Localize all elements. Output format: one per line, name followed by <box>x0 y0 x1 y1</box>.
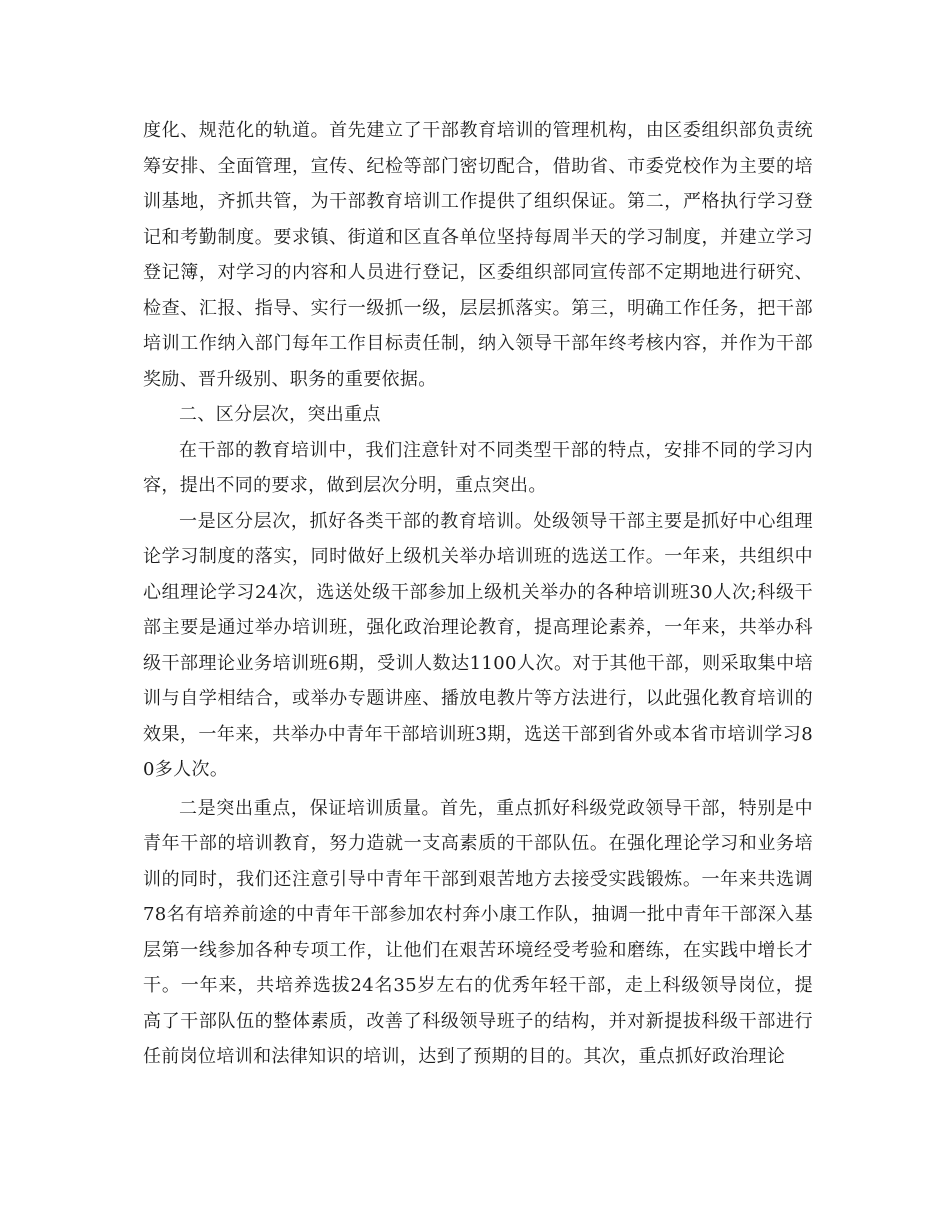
body-paragraph-intro: 在干部的教育培训中，我们注意针对不同类型干部的特点，安排不同的学习内容，提出不同的要求，做到层次分明，重点突出。 <box>143 439 813 496</box>
body-paragraph-levels: 一是区分层次，抓好各类干部的教育培训。处级领导干部主要是抓好中心组理论学习制度的落实，同时做好上级机关举办培训班的选送工作。一年来，共组织中心组理论学习24次，选送处级干部参加上级机关举办的各种培训班30人次;科级干部主要是通过举办培训班，强化政治理论教育，提高理论素养，一年来，共举办科级干部理论业务培训班6期，受训人数达1100人次。对于其他干部，则采取集中培训与自学相结合，或举办专题讲座、播放电教片等方法进行，以此强化教育培训的效果，一年来，共举办中青年干部培训班3期，选送干部到省外或本省市培训学习80多人次。 <box>143 510 813 780</box>
section-heading: 二、区分层次，突出重点 <box>179 404 381 425</box>
continuation-paragraph: 度化、规范化的轨道。首先建立了干部教育培训的管理机构，由区委组织部负责统筹安排、全面管理，宣传、纪检等部门密切配合，借助省、市委党校作为主要的培训基地，齐抓共管，为干部教育培训工作提供了组织保证。第二，严格执行学习登记和考勤制度。要求镇、街道和区直各单位坚持每周半天的学习制度，并建立学习登记簿，对学习的内容和人员进行登记，区委组织部同宣传部不定期地进行研究、检查、汇报、指导、实行一级抓一级，层层抓落实。第三，明确工作任务，把干部培训工作纳入部门每年工作目标责任制，纳入领导干部年终考核内容，并作为干部奖励、晋升级别、职务的重要依据。 <box>143 120 813 390</box>
body-paragraph-focus: 二是突出重点，保证培训质量。首先，重点抓好科级党政领导干部，特别是中青年干部的培训教育，努力造就一支高素质的干部队伍。在强化理论学习和业务培训的同时，我们还注意引导中青年干部到艰苦地方去接受实践锻炼。一年来共选调78名有培养前途的中青年干部参加农村奔小康工作队，抽调一批中青年干部深入基层第一线参加各种专项工作，让他们在艰苦环境经受考验和磨练，在实践中增长才干。一年来，共培养选拔24名35岁左右的优秀年轻干部，走上科级领导岗位，提高了干部队伍的整体素质，改善了科级领导班子的结构，并对新提拔科级干部进行任前岗位培训和法律知识的培训，达到了预期的目的。其次，重点抓好政治理论 <box>143 797 813 1067</box>
document-body <box>143 113 813 1075</box>
